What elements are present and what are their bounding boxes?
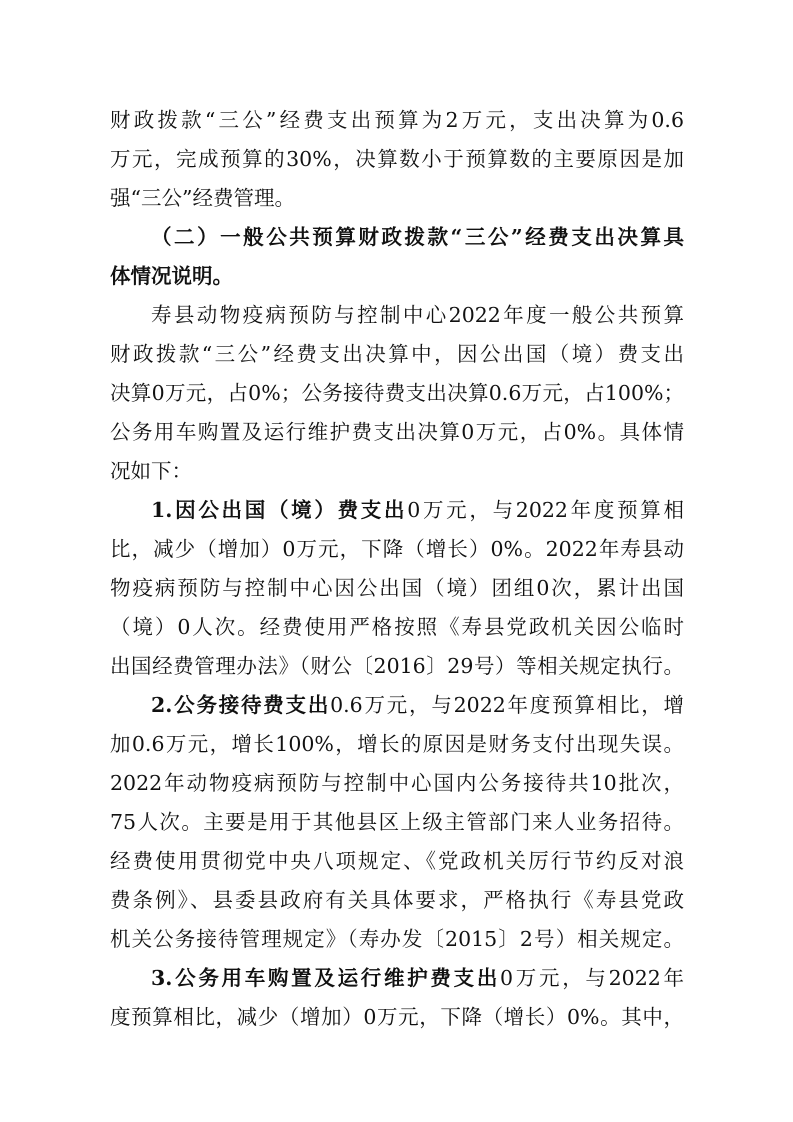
body-text-line: 机关公务接待管理规定》（寿办发〔2015〕2号）相关规定。 [110, 927, 684, 951]
body-text-line [151, 494, 684, 526]
body-text-line: 出国经费管理办法》（财公〔2016〕29号）等相关规定执行。 [110, 654, 684, 678]
item-text: 0.6万元，与2022年度预算相比，增 [330, 693, 684, 717]
body-text-line: 财政拨款“三公”经费支出决算中，因公出国（境）费支出 [110, 342, 684, 366]
body-text-line [151, 689, 684, 721]
item-lead: 1.因公出国（境）费支出 [151, 498, 408, 522]
body-text-line: 寿县动物疫病预防与控制中心2022年度一般公共预算 [151, 303, 684, 327]
item-lead: 3.公务用车购置及运行维护费支出 [151, 966, 501, 990]
body-text-line: 度预算相比，减少（增加）0万元，下降（增长）0%。其中， [110, 1005, 684, 1029]
body-text-line [151, 962, 684, 994]
body-text-line: 2022年动物疫病预防与控制中心国内公务接待共10批次， [110, 771, 684, 795]
item-text: 0万元，与2022年 [500, 966, 684, 990]
body-text-line: 比，减少（增加）0万元，下降（增长）0%。2022年寿县动 [110, 537, 684, 561]
body-text-line: （境）0人次。经费使用严格按照《寿县党政机关因公临时 [110, 615, 684, 639]
section-heading: 体情况说明。 [110, 264, 233, 288]
body-text-line: 经费使用贯彻党中央八项规定、《党政机关厉行节约反对浪 [110, 849, 684, 873]
item-lead: 2.公务接待费支出 [151, 693, 331, 717]
body-text-line: 强“三公”经费管理。 [110, 186, 295, 210]
body-text-line: 加0.6万元，增长100%，增长的原因是财务支付出现失误。 [110, 732, 684, 756]
body-text-line: 决算0万元，占0%；公务接待费支出决算0.6万元，占100%； [110, 381, 684, 405]
item-text: 0万元，与2022年度预算相 [407, 498, 684, 522]
body-text-line: 费条例》、县委县政府有关具体要求，严格执行《寿县党政 [110, 888, 684, 912]
body-text-line: 万元，完成预算的30%，决算数小于预算数的主要原因是加 [110, 147, 684, 171]
body-text-line: 财政拨款“三公”经费支出预算为2万元，支出决算为0.6 [110, 108, 684, 132]
body-text-line: 物疫病预防与控制中心因公出国（境）团组0次，累计出国 [110, 576, 684, 600]
body-text-line: 公务用车购置及运行维护费支出决算0万元，占0%。具体情 [110, 420, 684, 444]
section-heading: （二）一般公共预算财政拨款“三公”经费支出决算具 [151, 225, 684, 249]
body-text-line: 75人次。主要是用于其他县区上级主管部门来人业务招待。 [110, 810, 684, 834]
body-text-line: 况如下： [110, 459, 192, 483]
